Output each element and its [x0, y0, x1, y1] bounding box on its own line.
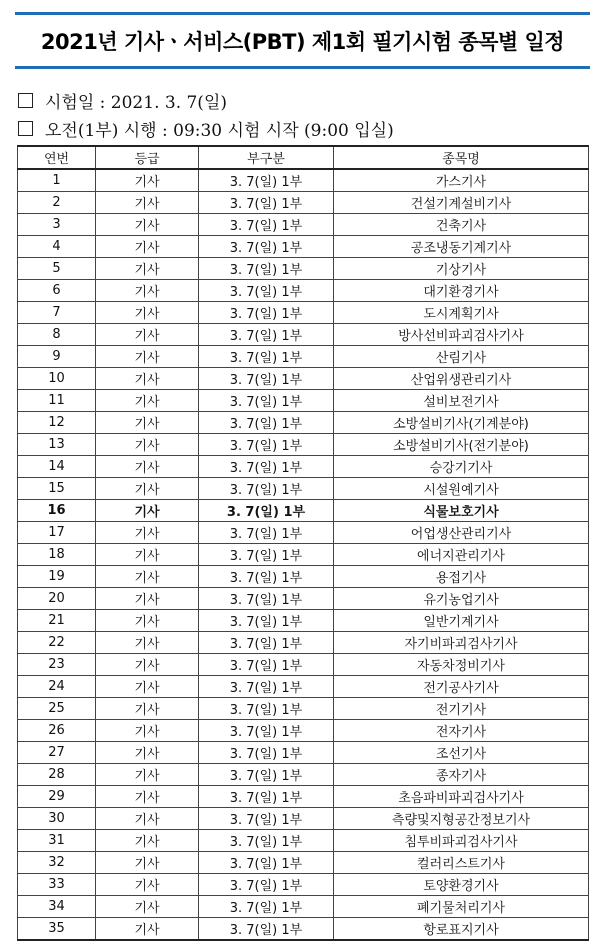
cell-part: 3. 7(일) 1부 — [199, 566, 334, 588]
table-row — [18, 764, 589, 786]
cell-grade: 기사 — [96, 522, 199, 544]
cell-part: 3. 7(일) 1부 — [199, 258, 334, 280]
cell-part: 3. 7(일) 1부 — [199, 280, 334, 302]
cell-no: 11 — [18, 390, 96, 412]
cell-name: 침투비파괴검사기사 — [334, 830, 589, 852]
cell-no: 14 — [18, 456, 96, 478]
cell-grade: 기사 — [96, 764, 199, 786]
checkbox-icon — [18, 121, 33, 136]
table-row — [18, 698, 589, 720]
cell-name: 항로표지기사 — [334, 918, 589, 941]
header-name: 종목명 — [334, 146, 589, 169]
table-body — [18, 169, 589, 940]
title-banner — [15, 12, 590, 69]
cell-name: 산업위생관리기사 — [334, 368, 589, 390]
table-row — [18, 258, 589, 280]
cell-name: 에너지관리기사 — [334, 544, 589, 566]
cell-part: 3. 7(일) 1부 — [199, 169, 334, 192]
cell-name: 방사선비파괴검사기사 — [334, 324, 589, 346]
cell-grade: 기사 — [96, 808, 199, 830]
table-header-row — [18, 146, 589, 169]
cell-grade: 기사 — [96, 610, 199, 632]
cell-grade: 기사 — [96, 742, 199, 764]
table-row — [18, 786, 589, 808]
cell-name: 공조냉동기계기사 — [334, 236, 589, 258]
cell-part: 3. 7(일) 1부 — [199, 346, 334, 368]
session-line — [18, 116, 394, 141]
cell-grade: 기사 — [96, 654, 199, 676]
table-row — [18, 324, 589, 346]
table-row — [18, 368, 589, 390]
cell-no: 27 — [18, 742, 96, 764]
cell-part: 3. 7(일) 1부 — [199, 918, 334, 941]
cell-no: 19 — [18, 566, 96, 588]
cell-name: 종자기사 — [334, 764, 589, 786]
cell-grade: 기사 — [96, 588, 199, 610]
cell-part: 3. 7(일) 1부 — [199, 434, 334, 456]
cell-grade: 기사 — [96, 280, 199, 302]
cell-grade: 기사 — [96, 302, 199, 324]
table-row — [18, 676, 589, 698]
cell-grade: 기사 — [96, 500, 199, 522]
cell-name: 토양환경기사 — [334, 874, 589, 896]
cell-grade: 기사 — [96, 258, 199, 280]
cell-no: 25 — [18, 698, 96, 720]
cell-no: 15 — [18, 478, 96, 500]
cell-part: 3. 7(일) 1부 — [199, 654, 334, 676]
cell-part: 3. 7(일) 1부 — [199, 874, 334, 896]
cell-no: 20 — [18, 588, 96, 610]
cell-no: 29 — [18, 786, 96, 808]
cell-no: 12 — [18, 412, 96, 434]
cell-no: 8 — [18, 324, 96, 346]
cell-grade: 기사 — [96, 566, 199, 588]
cell-part: 3. 7(일) 1부 — [199, 610, 334, 632]
cell-name: 도시계획기사 — [334, 302, 589, 324]
cell-grade: 기사 — [96, 830, 199, 852]
cell-name: 전기공사기사 — [334, 676, 589, 698]
cell-part: 3. 7(일) 1부 — [199, 896, 334, 918]
cell-name: 전기기사 — [334, 698, 589, 720]
cell-part: 3. 7(일) 1부 — [199, 500, 334, 522]
table-row — [18, 742, 589, 764]
cell-no: 28 — [18, 764, 96, 786]
table-row — [18, 214, 589, 236]
cell-no: 34 — [18, 896, 96, 918]
cell-part: 3. 7(일) 1부 — [199, 720, 334, 742]
cell-no: 13 — [18, 434, 96, 456]
cell-grade: 기사 — [96, 852, 199, 874]
table-row — [18, 720, 589, 742]
cell-no: 18 — [18, 544, 96, 566]
cell-name: 산림기사 — [334, 346, 589, 368]
table-row — [18, 654, 589, 676]
cell-name: 유기농업기사 — [334, 588, 589, 610]
table-row — [18, 566, 589, 588]
cell-name: 측량및지형공간정보기사 — [334, 808, 589, 830]
cell-no: 17 — [18, 522, 96, 544]
table-row — [18, 169, 589, 192]
cell-name: 컬러리스트기사 — [334, 852, 589, 874]
cell-name: 초음파비파괴검사기사 — [334, 786, 589, 808]
header-part: 부구분 — [199, 146, 334, 169]
table-row — [18, 280, 589, 302]
cell-part: 3. 7(일) 1부 — [199, 236, 334, 258]
cell-name: 용접기사 — [334, 566, 589, 588]
cell-name: 어업생산관리기사 — [334, 522, 589, 544]
cell-grade: 기사 — [96, 874, 199, 896]
cell-name: 대기환경기사 — [334, 280, 589, 302]
table-row — [18, 346, 589, 368]
cell-name: 폐기물처리기사 — [334, 896, 589, 918]
cell-grade: 기사 — [96, 192, 199, 214]
cell-grade: 기사 — [96, 412, 199, 434]
cell-part: 3. 7(일) 1부 — [199, 478, 334, 500]
table-row — [18, 588, 589, 610]
cell-part: 3. 7(일) 1부 — [199, 302, 334, 324]
cell-no: 16 — [18, 500, 96, 522]
cell-name: 시설원예기사 — [334, 478, 589, 500]
cell-no: 21 — [18, 610, 96, 632]
cell-name: 조선기사 — [334, 742, 589, 764]
table-row — [18, 918, 589, 941]
cell-grade: 기사 — [96, 544, 199, 566]
table-row — [18, 412, 589, 434]
table-row — [18, 500, 589, 522]
cell-no: 9 — [18, 346, 96, 368]
cell-name: 소방설비기사(전기분야) — [334, 434, 589, 456]
table-row — [18, 896, 589, 918]
cell-no: 7 — [18, 302, 96, 324]
cell-part: 3. 7(일) 1부 — [199, 412, 334, 434]
cell-part: 3. 7(일) 1부 — [199, 764, 334, 786]
cell-part: 3. 7(일) 1부 — [199, 522, 334, 544]
cell-no: 4 — [18, 236, 96, 258]
cell-no: 24 — [18, 676, 96, 698]
cell-no: 26 — [18, 720, 96, 742]
cell-grade: 기사 — [96, 368, 199, 390]
header-grade: 등급 — [96, 146, 199, 169]
cell-part: 3. 7(일) 1부 — [199, 698, 334, 720]
table-row — [18, 302, 589, 324]
table-row — [18, 434, 589, 456]
cell-grade: 기사 — [96, 434, 199, 456]
cell-part: 3. 7(일) 1부 — [199, 830, 334, 852]
cell-part: 3. 7(일) 1부 — [199, 324, 334, 346]
cell-grade: 기사 — [96, 324, 199, 346]
exam-date-line — [18, 88, 227, 113]
table-row — [18, 478, 589, 500]
checkbox-icon — [18, 93, 33, 108]
cell-grade: 기사 — [96, 456, 199, 478]
cell-no: 22 — [18, 632, 96, 654]
cell-no: 35 — [18, 918, 96, 941]
cell-grade: 기사 — [96, 676, 199, 698]
cell-no: 31 — [18, 830, 96, 852]
cell-no: 10 — [18, 368, 96, 390]
cell-no: 3 — [18, 214, 96, 236]
cell-name: 자기비파괴검사기사 — [334, 632, 589, 654]
cell-name: 소방설비기사(기계분야) — [334, 412, 589, 434]
cell-part: 3. 7(일) 1부 — [199, 808, 334, 830]
cell-grade: 기사 — [96, 918, 199, 941]
cell-name: 일반기계기사 — [334, 610, 589, 632]
cell-part: 3. 7(일) 1부 — [199, 544, 334, 566]
cell-no: 23 — [18, 654, 96, 676]
cell-grade: 기사 — [96, 478, 199, 500]
table-row — [18, 874, 589, 896]
cell-name: 전자기사 — [334, 720, 589, 742]
table-row — [18, 522, 589, 544]
cell-no: 30 — [18, 808, 96, 830]
table-row — [18, 610, 589, 632]
cell-part: 3. 7(일) 1부 — [199, 786, 334, 808]
table-row — [18, 632, 589, 654]
cell-name: 기상기사 — [334, 258, 589, 280]
cell-no: 33 — [18, 874, 96, 896]
cell-part: 3. 7(일) 1부 — [199, 456, 334, 478]
cell-grade: 기사 — [96, 720, 199, 742]
cell-name: 건축기사 — [334, 214, 589, 236]
cell-part: 3. 7(일) 1부 — [199, 192, 334, 214]
table-row — [18, 852, 589, 874]
cell-grade: 기사 — [96, 390, 199, 412]
cell-no: 32 — [18, 852, 96, 874]
table-row — [18, 390, 589, 412]
cell-name: 가스기사 — [334, 169, 589, 192]
cell-grade: 기사 — [96, 632, 199, 654]
table-row — [18, 830, 589, 852]
schedule-table — [17, 145, 589, 941]
cell-part: 3. 7(일) 1부 — [199, 214, 334, 236]
cell-part: 3. 7(일) 1부 — [199, 390, 334, 412]
table-row — [18, 236, 589, 258]
cell-grade: 기사 — [96, 169, 199, 192]
table-row — [18, 192, 589, 214]
cell-grade: 기사 — [96, 896, 199, 918]
cell-name: 승강기기사 — [334, 456, 589, 478]
cell-part: 3. 7(일) 1부 — [199, 676, 334, 698]
cell-no: 5 — [18, 258, 96, 280]
cell-name: 설비보전기사 — [334, 390, 589, 412]
session-text: 오전(1부) 시행 : 09:30 시험 시작 (9:00 입실) — [45, 121, 394, 141]
cell-grade: 기사 — [96, 786, 199, 808]
page-title: 2021년 기사ㆍ서비스(PBT) 제1회 필기시험 종목별 일정 — [40, 29, 565, 54]
header-no: 연번 — [18, 146, 96, 169]
exam-date-text: 시험일 : 2021. 3. 7(일) — [45, 93, 227, 113]
table-row — [18, 456, 589, 478]
cell-name: 식물보호기사 — [334, 500, 589, 522]
cell-grade: 기사 — [96, 346, 199, 368]
cell-no: 2 — [18, 192, 96, 214]
cell-no: 1 — [18, 169, 96, 192]
cell-part: 3. 7(일) 1부 — [199, 742, 334, 764]
cell-part: 3. 7(일) 1부 — [199, 632, 334, 654]
table-row — [18, 544, 589, 566]
cell-name: 자동차정비기사 — [334, 654, 589, 676]
cell-no: 6 — [18, 280, 96, 302]
cell-part: 3. 7(일) 1부 — [199, 852, 334, 874]
cell-part: 3. 7(일) 1부 — [199, 588, 334, 610]
cell-grade: 기사 — [96, 698, 199, 720]
cell-part: 3. 7(일) 1부 — [199, 368, 334, 390]
table-row — [18, 808, 589, 830]
cell-grade: 기사 — [96, 214, 199, 236]
cell-name: 건설기계설비기사 — [334, 192, 589, 214]
cell-grade: 기사 — [96, 236, 199, 258]
